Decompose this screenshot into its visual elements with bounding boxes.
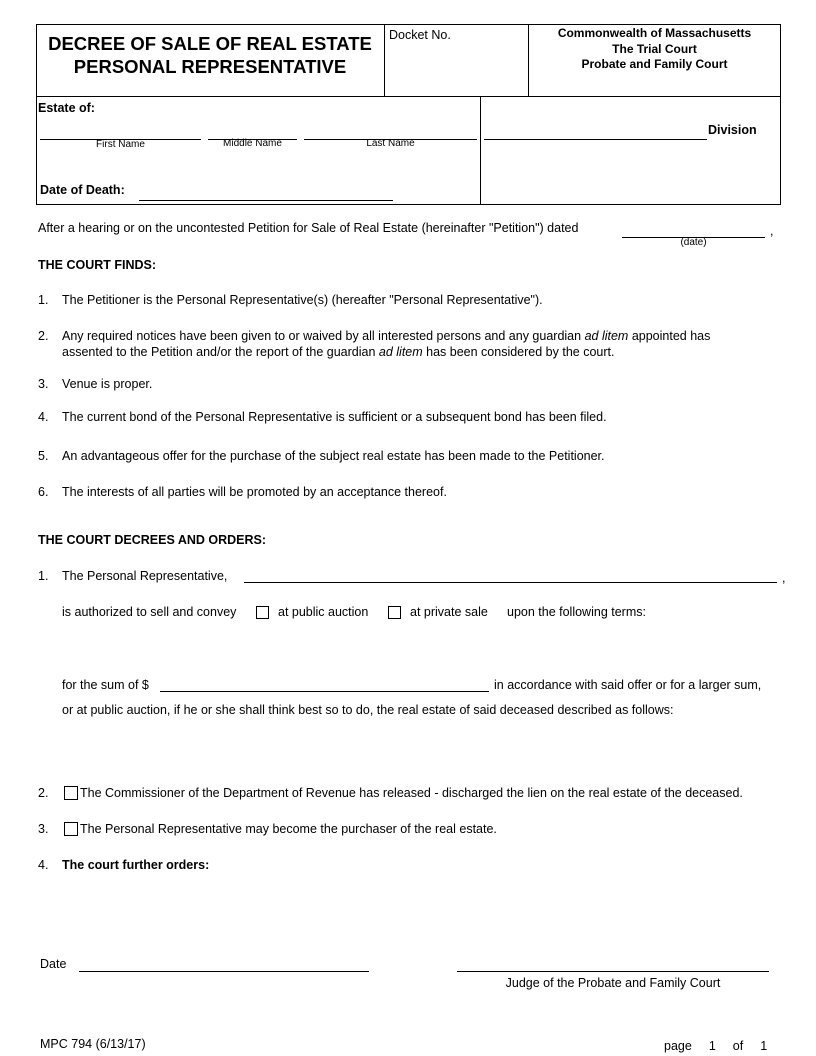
judge-signature-line (457, 971, 769, 972)
date-caption: (date) (680, 237, 707, 248)
form-id: MPC 794 (6/13/17) (40, 1037, 146, 1051)
form-title-line1: DECREE OF SALE OF REAL ESTATE (48, 33, 372, 54)
order-4-num: 4. (38, 858, 49, 872)
finding-2-num: 2. (38, 329, 49, 343)
court-line3: Probate and Family Court (581, 57, 728, 71)
last-name-caption: Last Name (366, 138, 415, 149)
private-sale-label: at private sale (410, 605, 488, 619)
finding-2-text-b: appointed has (628, 329, 711, 343)
first-name-input[interactable] (40, 125, 200, 139)
terms-text: upon the following terms: (507, 605, 646, 619)
of-label: of (732, 1039, 744, 1053)
finding-1-num: 1. (38, 293, 49, 307)
signature-date-label: Date (40, 957, 67, 971)
division-label: Division (708, 123, 757, 137)
order-4-text: The court further orders: (62, 858, 210, 872)
finding-1-text: The Petitioner is the Personal Representative(s) (hereafter "Personal Representative"). (62, 293, 543, 307)
finding-4-text: The current bond of the Personal Representative is sufficient or a subsequent bond has been filed. (62, 410, 607, 424)
lien-released-checkbox[interactable] (64, 786, 78, 800)
estate-divider (480, 96, 481, 205)
page-total: 1 (760, 1039, 768, 1053)
auction-text: or at public auction, if he or she shall think best so to do, the real estate of said deceased described as follows: (62, 703, 674, 717)
first-name-caption: First Name (96, 139, 145, 150)
docket-label: Docket No. (389, 28, 451, 42)
court-name (530, 26, 779, 73)
court-line2: The Trial Court (612, 41, 697, 56)
finding-2-text-c: assented to the Petition and/or the report of the guardian (62, 345, 379, 359)
middle-name-input[interactable] (208, 125, 296, 139)
division-line (484, 139, 707, 140)
real-estate-description-textarea[interactable] (62, 722, 780, 778)
private-sale-checkbox[interactable] (388, 606, 401, 619)
finding-2-italic-a: ad litem (584, 329, 629, 343)
header-divider-2 (528, 24, 529, 97)
sum-tail: in accordance with said offer or for a larger sum, (494, 678, 762, 692)
signature-date-input[interactable] (79, 957, 368, 971)
form-title (38, 32, 382, 78)
personal-representative-input[interactable] (244, 568, 776, 582)
division-input[interactable] (484, 125, 706, 139)
intro-comma: , (770, 224, 774, 238)
authorized-text: is authorized to sell and convey (62, 605, 237, 619)
petition-date-input[interactable] (622, 223, 764, 237)
finding-6-num: 6. (38, 485, 49, 499)
order-3-num: 3. (38, 822, 49, 836)
order-3-text: The Personal Representative may become the purchaser of the real estate. (80, 822, 497, 836)
page-indicator (664, 1039, 784, 1053)
orders-heading: THE COURT DECREES AND ORDERS: (38, 533, 267, 547)
finding-2-italic-b: ad litem (378, 345, 423, 359)
estate-of-label: Estate of: (38, 101, 95, 115)
order-1-comma: , (782, 571, 786, 585)
order-1-pr-label: The Personal Representative, (62, 569, 228, 583)
middle-name-caption: Middle Name (223, 138, 282, 149)
signature-date-line (79, 971, 369, 972)
finding-3-num: 3. (38, 377, 49, 391)
sum-input[interactable] (160, 677, 488, 691)
public-auction-checkbox[interactable] (256, 606, 269, 619)
finding-2-text-a: Any required notices have been given to or waived by all interested persons and any guardian (62, 329, 585, 343)
date-of-death-line (139, 200, 393, 201)
date-of-death-input[interactable] (139, 185, 392, 199)
further-orders-textarea[interactable] (62, 878, 780, 942)
order-1-num: 1. (38, 569, 49, 583)
last-name-input[interactable] (304, 125, 476, 139)
finding-5-text: An advantageous offer for the purchase of the subject real estate has been made to the Petitioner. (62, 449, 605, 463)
page-num: 1 (708, 1039, 716, 1053)
personal-representative-line (244, 582, 777, 583)
terms-textarea[interactable] (62, 624, 780, 676)
judge-label: Judge of the Probate and Family Court (505, 976, 721, 990)
court-line1: Commonwealth of Massachusetts (557, 26, 752, 40)
sum-label: for the sum of $ (62, 678, 149, 692)
sum-line (160, 691, 489, 692)
public-auction-label: at public auction (278, 605, 369, 619)
finding-2-text-d: has been considered by the court. (422, 345, 615, 359)
date-of-death-label: Date of Death: (40, 183, 125, 197)
findings-heading: THE COURT FINDS: (38, 258, 157, 272)
purchaser-checkbox[interactable] (64, 822, 78, 836)
intro-text: After a hearing or on the uncontested Petition for Sale of Real Estate (hereinafter "Petition") dated (38, 221, 579, 235)
finding-2-text (62, 328, 710, 360)
order-2-text: The Commissioner of the Department of Revenue has released - discharged the lien on the real estate of the deceased. (80, 786, 743, 800)
finding-3-text: Venue is proper. (62, 377, 153, 391)
order-2-num: 2. (38, 786, 49, 800)
finding-6-text: The interests of all parties will be promoted by an acceptance thereof. (62, 485, 447, 499)
form-title-line2: PERSONAL REPRESENTATIVE (73, 56, 347, 77)
docket-input[interactable] (389, 46, 523, 60)
finding-4-num: 4. (38, 410, 49, 424)
finding-5-num: 5. (38, 449, 49, 463)
header-divider-1 (384, 24, 385, 97)
page-label: page (664, 1039, 692, 1053)
